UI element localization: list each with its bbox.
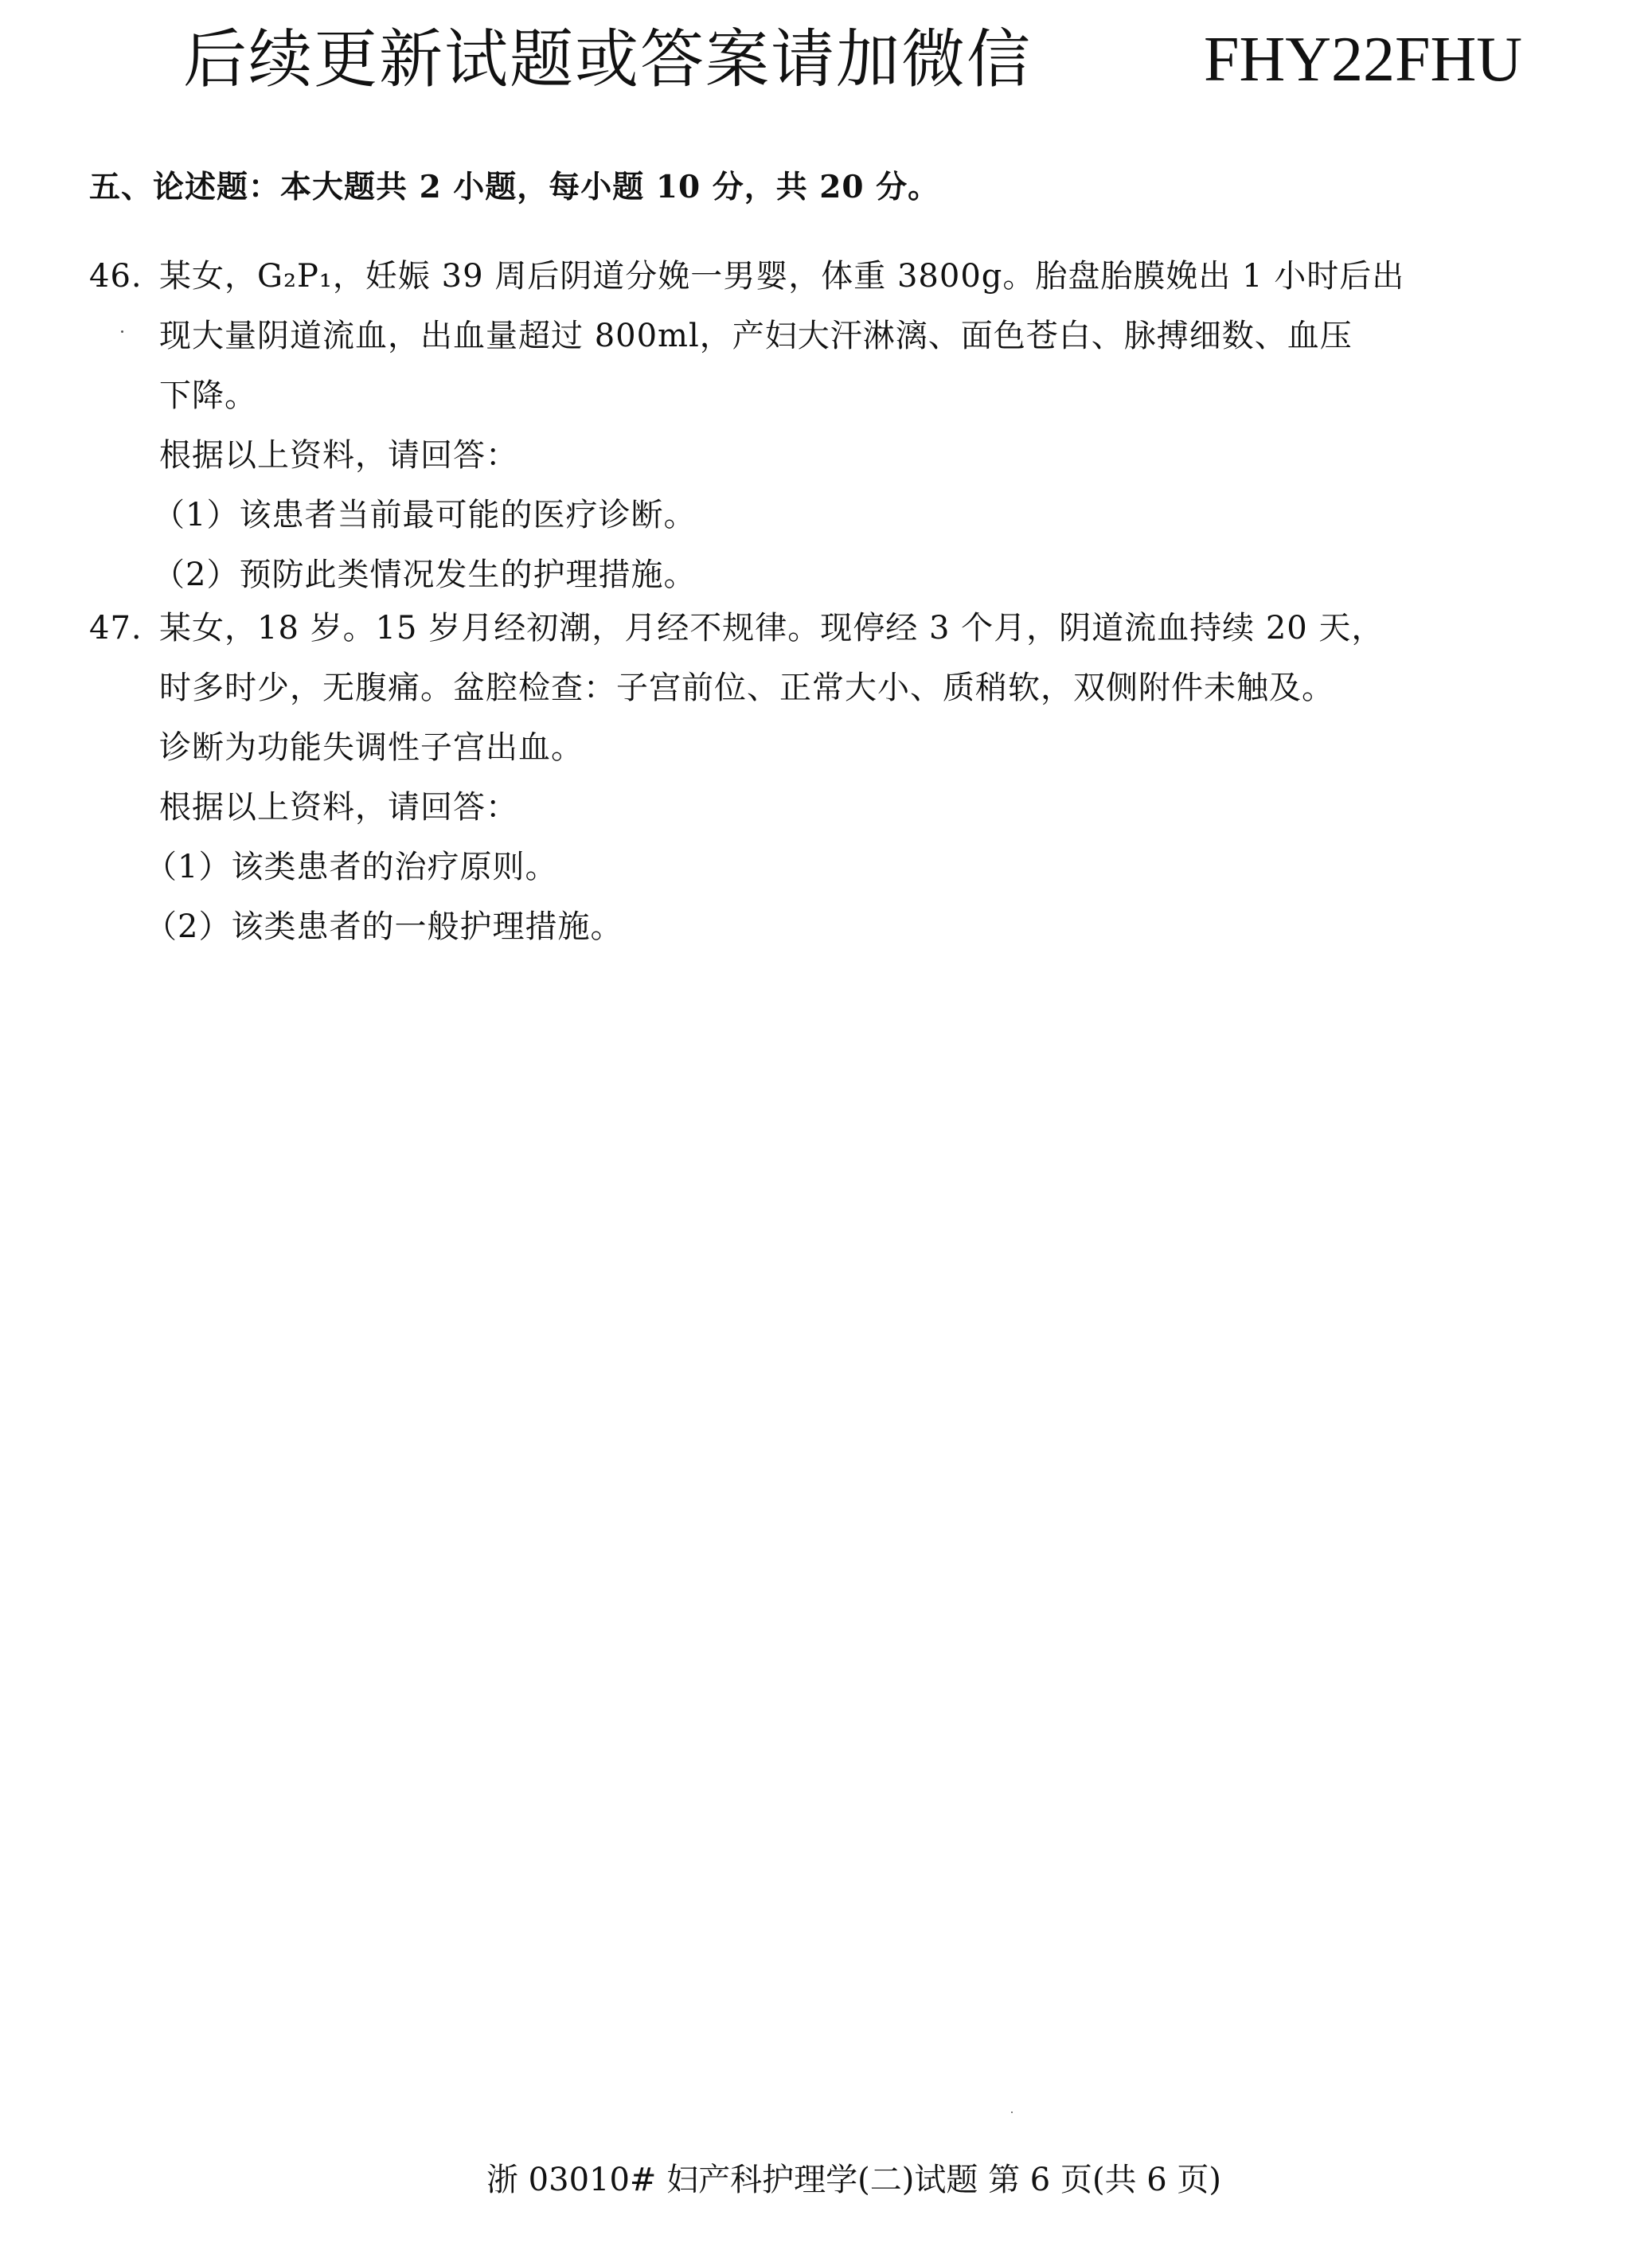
sub-question: （2）该类患者的一般护理措施。	[145, 908, 623, 945]
question-prompt: 根据以上资料，请回答：	[159, 789, 518, 826]
question-text-line: 时多时少，无腹痛。盆腔检查：子宫前位、正常大小、质稍软，双侧附件未触及。	[159, 670, 1334, 706]
banner-wechat-id: FHY22FHU	[1204, 25, 1523, 95]
question-text-line: 某女，G₂P₁，妊娠 39 周后阴道分娩一男婴，体重 3800g。胎盘胎膜娩出 1 小时后出	[159, 258, 1405, 295]
question-number: 46.	[89, 258, 143, 295]
scan-speck	[121, 330, 123, 333]
sub-question: （1）该类患者的治疗原则。	[145, 849, 558, 885]
section-title: 五、论述题：本大题共 2 小题，每小题 10 分，共 20 分。	[89, 169, 940, 205]
question-text-line: 现大量阴道流血，出血量超过 800ml，产妇大汗淋漓、面色苍白、脉搏细数、血压	[159, 318, 1353, 354]
question-47	[89, 599, 1562, 957]
question-text-line: 某女，18 岁。15 岁月经初潮，月经不规律。现停经 3 个月，阴道流血持续 20 天，	[159, 610, 1384, 647]
question-number: 47.	[89, 610, 143, 647]
watermark-banner	[0, 16, 1652, 104]
page-footer: 浙 03010# 妇产科护理学(二)试题 第 6 页(共 6 页)	[486, 2162, 1222, 2198]
scan-speck	[1011, 2112, 1013, 2113]
question-46	[89, 247, 1562, 605]
sub-question: （1）该患者当前最可能的医疗诊断。	[153, 497, 697, 533]
question-text-line: 下降。	[159, 377, 257, 414]
question-prompt: 根据以上资料，请回答：	[159, 437, 518, 474]
sub-question: （2）预防此类情况发生的护理措施。	[153, 557, 697, 593]
banner-text: 后续更新试题或答案请加微信	[183, 22, 1032, 96]
question-text-line: 诊断为功能失调性子宫出血。	[159, 729, 584, 766]
